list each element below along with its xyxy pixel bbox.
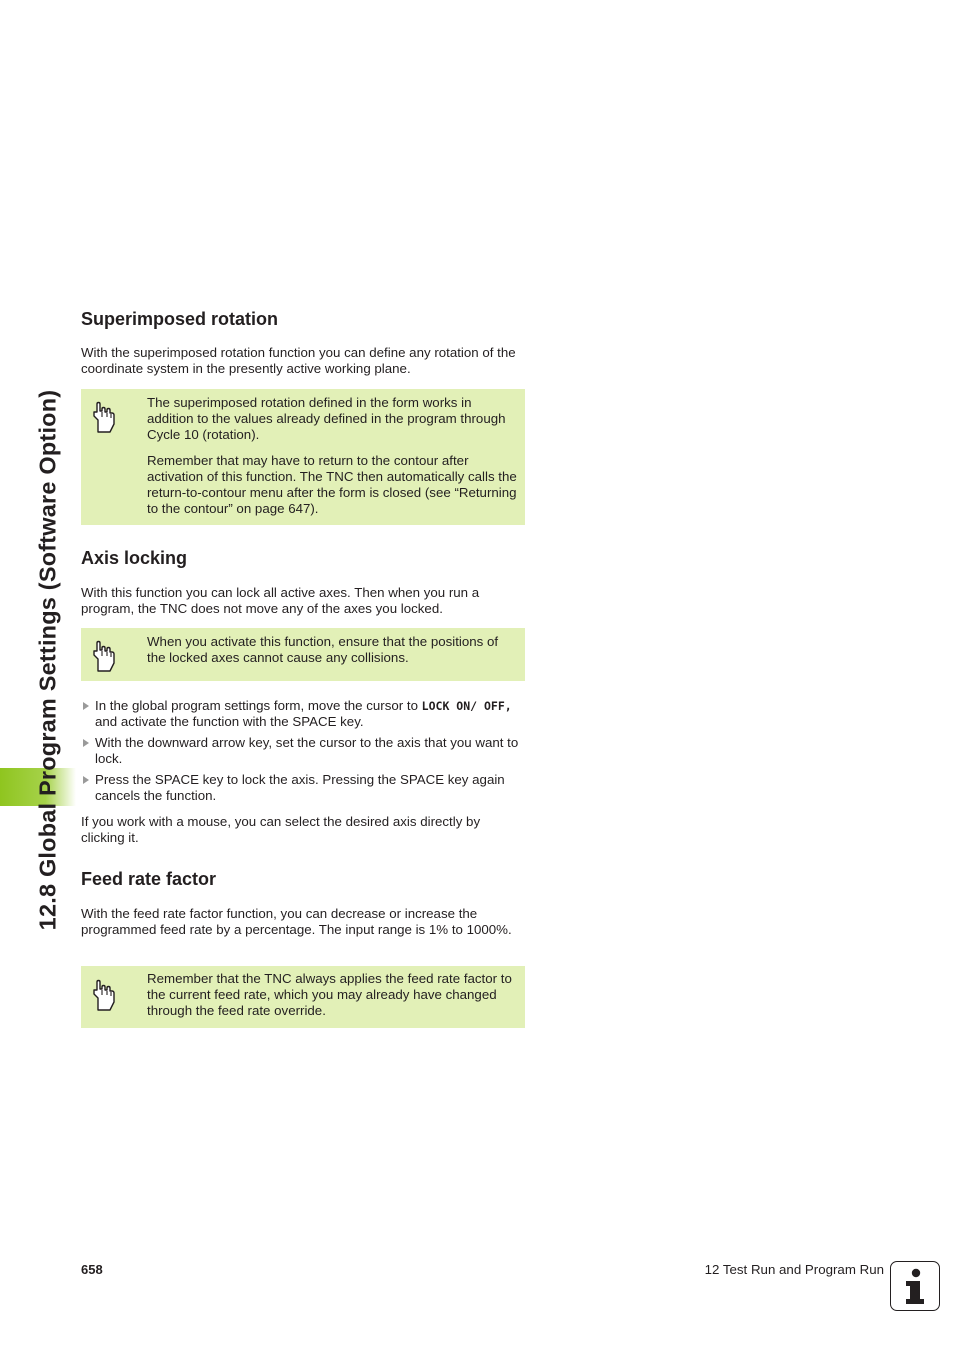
note-text: When you activate this function, ensure that the positions of the locked axes cannot cause any collisions. — [147, 634, 499, 665]
soft-key-label: LOCK ON/ OFF, — [421, 699, 512, 713]
pointing-hand-icon — [89, 978, 117, 1012]
note-text: The superimposed rotation defined in the form works in addition to the values already defined in the program through Cycle 10 (rotation). — [147, 395, 506, 442]
arrow-bullet-icon — [83, 739, 89, 747]
chapter-footer: 12 Test Run and Program Run — [704, 1262, 884, 1277]
heading-feed-rate-factor: Feed rate factor — [81, 869, 217, 889]
step-text: Press the SPACE key to lock the axis. Pressing the SPACE key again cancels the function. — [95, 772, 505, 803]
info-icon — [890, 1261, 940, 1311]
pointing-hand-icon — [89, 639, 117, 673]
pointing-hand-icon — [89, 400, 117, 434]
feed-rate-intro: With the feed rate factor function, you can decrease or increase the programmed feed rate by a percentage. The input range is 1% to 1000%. — [81, 906, 512, 937]
step-text-part: and activate the function with the SPACE key. — [95, 714, 364, 729]
note-box-superimposed — [81, 389, 525, 525]
note-text: Remember that may have to return to the contour after activation of this function. The TNC then automatically calls the return-to-contour menu after the form is closed (see “Returning to the contour” on page 647). — [147, 453, 517, 516]
note-box-feed-rate — [81, 966, 525, 1028]
page-number: 658 — [81, 1262, 103, 1277]
step-text-part: In the global program settings form, move the cursor to — [95, 698, 422, 713]
superimposed-intro: With the superimposed rotation function you can define any rotation of the coordinate system in the presently active working plane. — [81, 345, 516, 376]
axis-locking-intro: With this function you can lock all active axes. Then when you run a program, the TNC does not move any of the axes you locked. — [81, 585, 480, 616]
step-item — [81, 698, 525, 730]
step-text: With the downward arrow key, set the cursor to the axis that you want to lock. — [95, 735, 519, 766]
step-item — [81, 772, 525, 804]
side-chapter-title: 12.8 Global Program Settings (Software Option) — [34, 389, 61, 931]
heading-axis-locking: Axis locking — [81, 548, 188, 568]
heading-superimposed-rotation: Superimposed rotation — [81, 309, 279, 329]
arrow-bullet-icon — [83, 776, 89, 784]
arrow-bullet-icon — [83, 702, 89, 710]
step-item — [81, 735, 525, 767]
note-text: Remember that the TNC always applies the feed rate factor to the current feed rate, which you may already have changed through the feed rate override. — [147, 971, 512, 1018]
step-text — [95, 698, 525, 730]
note-box-axis-locking — [81, 628, 525, 681]
mouse-hint: If you work with a mouse, you can select the desired axis directly by clicking it. — [81, 814, 481, 845]
